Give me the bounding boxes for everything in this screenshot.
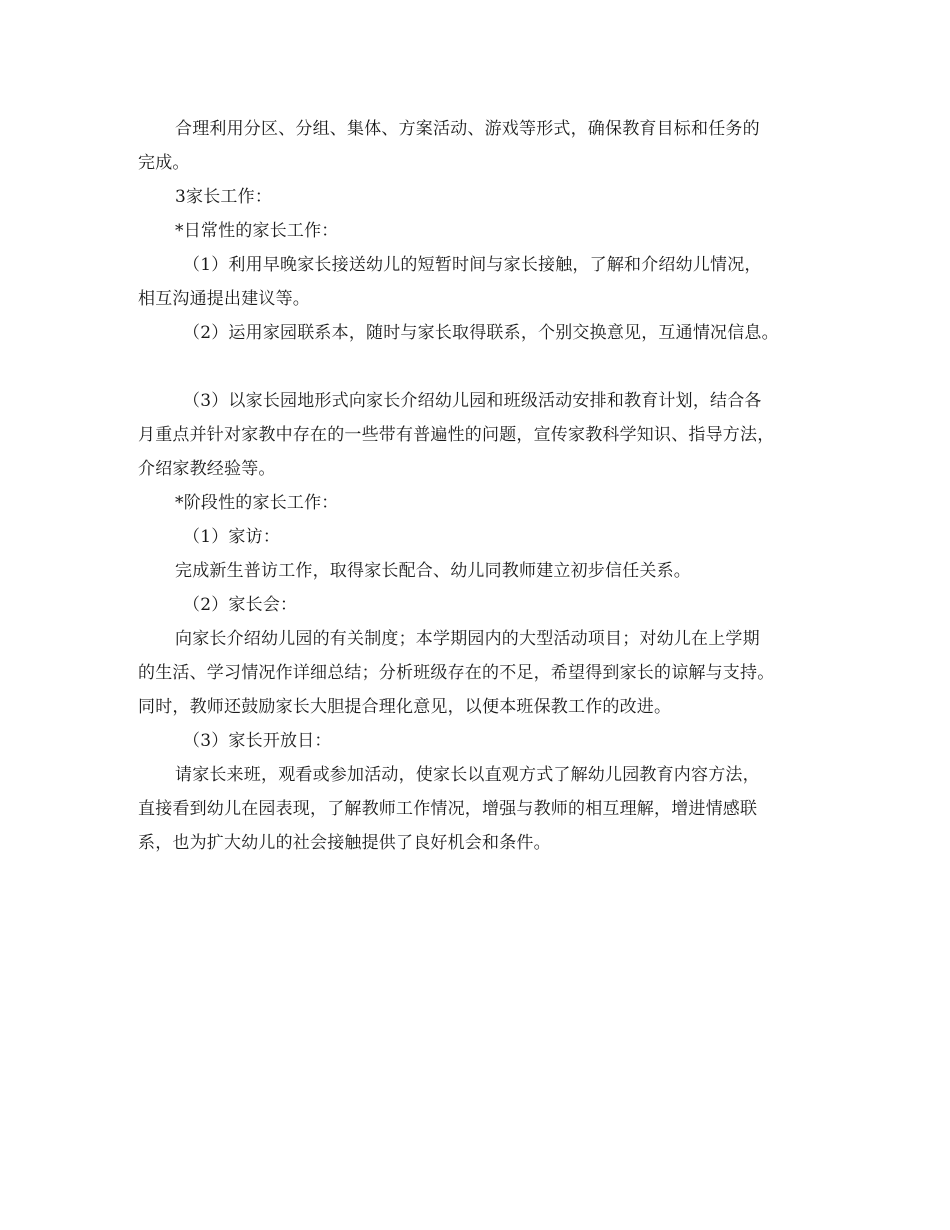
paragraph-line: 完成。 (138, 153, 190, 173)
paragraph-line: 相互沟通提出建议等。 (138, 289, 310, 309)
blank-line (138, 350, 828, 384)
paragraph-line: 同时，教师还鼓励家长大胆提合理化意见，以便本班保教工作的改进。 (138, 697, 672, 717)
item-heading: （1）家访： (183, 527, 281, 547)
subsection-heading: *日常性的家长工作： (175, 221, 339, 241)
item-heading: （2）家长会： (183, 595, 298, 615)
document-page (138, 112, 828, 860)
paragraph-line: 向家长介绍幼儿园的有关制度；本学期园内的大型活动项目；对幼儿在上学期 (175, 629, 760, 649)
paragraph-line: （1）利用早晚家长接送幼儿的短暂时间与家长接触，了解和介绍幼儿情况， (183, 255, 762, 275)
section-heading: 3家长工作： (175, 187, 273, 207)
paragraph-line: （2）运用家园联系本，随时与家长取得联系，个别交换意见，互通情况信息。 (183, 323, 779, 343)
paragraph-line: 直接看到幼儿在园表现，了解教师工作情况，增强与教师的相互理解，增进情感联 (138, 799, 758, 819)
paragraph-line: 系，也为扩大幼儿的社会接触提供了良好机会和条件。 (138, 833, 551, 853)
subsection-heading: *阶段性的家长工作： (175, 493, 339, 513)
paragraph-line: 介绍家教经验等。 (138, 459, 276, 479)
paragraph-line: 请家长来班，观看或参加活动，使家长以直观方式了解幼儿园教育内容方法， (175, 765, 760, 785)
paragraph-line: 完成新生普访工作，取得家长配合、幼儿同教师建立初步信任关系。 (175, 561, 691, 581)
paragraph-line: 的生活、学习情况作详细总结；分析班级存在的不足，希望得到家长的谅解与支持。 (138, 663, 775, 683)
paragraph-line: 月重点并针对家教中存在的一些带有普遍性的问题，宣传家教科学知识、指导方法， (138, 425, 775, 445)
paragraph-line: 合理利用分区、分组、集体、方案活动、游戏等形式，确保教育目标和任务的 (175, 119, 760, 139)
item-heading: （3）家长开放日： (183, 731, 332, 751)
paragraph-line: （3）以家长园地形式向家长介绍幼儿园和班级活动安排和教育计划，结合各 (183, 391, 762, 411)
